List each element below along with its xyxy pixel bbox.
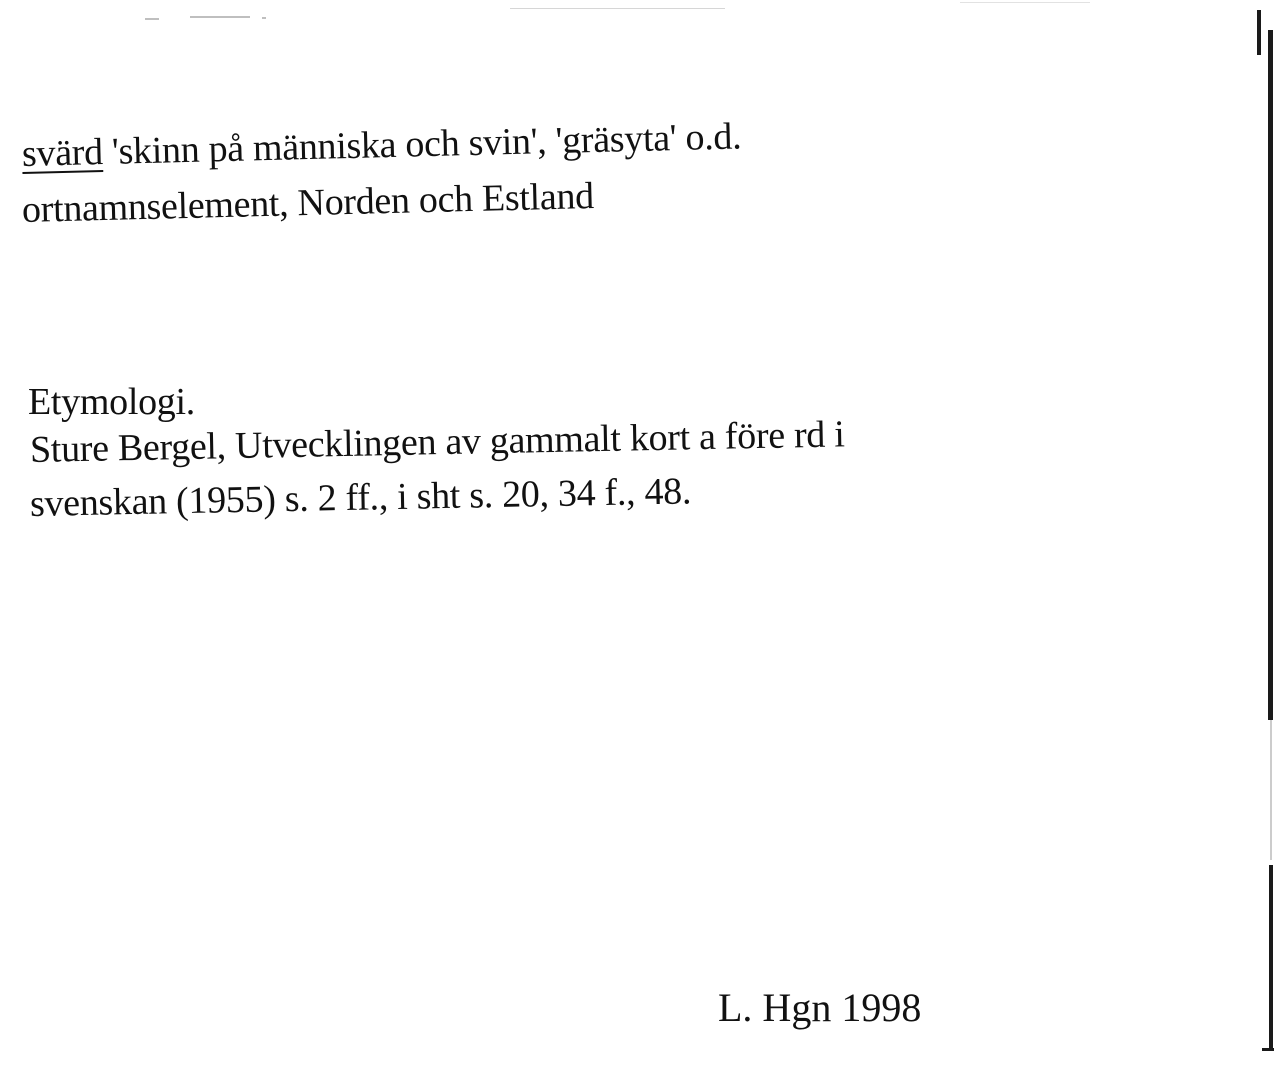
card-edge-line bbox=[1268, 30, 1273, 720]
reference-line: Sture Bergel, Utvecklingen av gammalt kort a före rd i bbox=[29, 413, 845, 471]
scan-artifact bbox=[262, 17, 266, 19]
card-edge-line bbox=[1269, 865, 1273, 1050]
card-edge-line bbox=[1257, 10, 1261, 55]
signature: L. Hgn 1998 bbox=[718, 985, 922, 1030]
scope-line: ortnamnselement, Norden och Estland bbox=[21, 175, 595, 231]
headword: svärd bbox=[21, 131, 104, 175]
scan-artifact bbox=[960, 2, 1090, 3]
card-edge-line bbox=[1270, 720, 1272, 860]
reference-line: svenskan (1955) s. 2 ff., i sht s. 20, 34 f., 48. bbox=[29, 470, 692, 525]
scan-artifact bbox=[145, 18, 159, 20]
scan-artifact bbox=[190, 16, 250, 18]
card-edge-line bbox=[1262, 1048, 1274, 1051]
entry-title-line bbox=[21, 114, 741, 176]
definition: 'skinn på människa och svin', 'gräsyta' o.d. bbox=[102, 115, 742, 174]
scan-artifact bbox=[510, 8, 725, 9]
section-heading: Etymologi. bbox=[28, 381, 195, 423]
